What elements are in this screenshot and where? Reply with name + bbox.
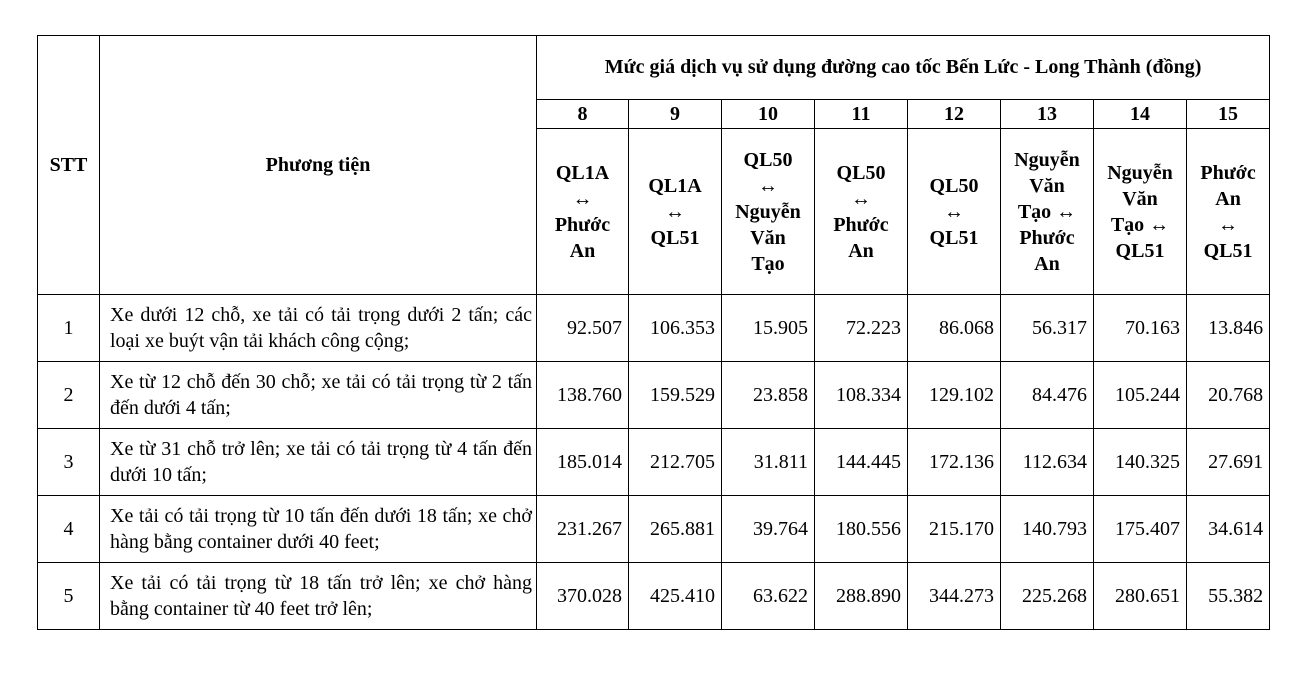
- route-line: ↔: [665, 200, 685, 223]
- row-stt: 2: [38, 362, 100, 429]
- price-cell: 159.529: [629, 362, 722, 429]
- price-cell: 23.858: [722, 362, 815, 429]
- column-number-13: 13: [1001, 100, 1094, 129]
- column-number-10: 10: [722, 100, 815, 129]
- price-cell: 144.445: [815, 429, 908, 496]
- route-line: Phước: [1200, 161, 1256, 184]
- route-line: An: [848, 239, 874, 262]
- price-cell: 231.267: [537, 496, 629, 563]
- route-header-14: [1094, 129, 1187, 295]
- route-line: Văn: [750, 226, 786, 249]
- column-number-9: 9: [629, 100, 722, 129]
- price-cell: 63.622: [722, 563, 815, 630]
- route-line: QL1A: [648, 174, 702, 197]
- route-line: Tạo ↔: [1110, 213, 1170, 236]
- price-cell: 20.768: [1187, 362, 1270, 429]
- route-line: QL51: [1203, 239, 1253, 262]
- price-cell: 105.244: [1094, 362, 1187, 429]
- price-cell: 344.273: [908, 563, 1001, 630]
- stt-header: STT: [38, 36, 100, 295]
- route-line: ↔: [758, 174, 778, 197]
- route-line: QL50: [836, 161, 886, 184]
- route-line: ↔: [1218, 213, 1239, 236]
- price-cell: 34.614: [1187, 496, 1270, 563]
- route-line: QL51: [929, 226, 979, 249]
- route-line: An: [1215, 187, 1241, 210]
- price-cell: 225.268: [1001, 563, 1094, 630]
- route-line: ↔: [944, 200, 964, 223]
- column-number-15: 15: [1187, 100, 1270, 129]
- table-row: [38, 563, 1270, 630]
- route-line: Văn: [1029, 174, 1065, 197]
- row-stt: 5: [38, 563, 100, 630]
- route-line: Văn: [1122, 187, 1158, 210]
- vehicle-header: Phương tiện: [100, 36, 537, 295]
- route-line: An: [1034, 252, 1060, 275]
- price-cell: 108.334: [815, 362, 908, 429]
- route-header-11: [815, 129, 908, 295]
- price-cell: 56.317: [1001, 295, 1094, 362]
- column-number-14: 14: [1094, 100, 1187, 129]
- route-line: Tạo ↔: [1017, 200, 1077, 223]
- route-line: An: [569, 239, 596, 262]
- price-cell: 280.651: [1094, 563, 1187, 630]
- price-cell: 172.136: [908, 429, 1001, 496]
- route-line: Nguyễn: [1107, 161, 1173, 184]
- row-stt: 4: [38, 496, 100, 563]
- row-vehicle: Xe tải có tải trọng từ 18 tấn trở lên; xe chở hàng bằng container từ 40 feet trở lên;: [100, 563, 537, 630]
- column-number-12: 12: [908, 100, 1001, 129]
- table-row: [38, 362, 1270, 429]
- price-cell: 215.170: [908, 496, 1001, 563]
- price-cell: 106.353: [629, 295, 722, 362]
- price-cell: 15.905: [722, 295, 815, 362]
- route-header-10: [722, 129, 815, 295]
- price-cell: 92.507: [537, 295, 629, 362]
- route-header-13: [1001, 129, 1094, 295]
- route-line: QL50: [743, 148, 793, 171]
- table-body: [38, 295, 1270, 630]
- price-cell: 370.028: [537, 563, 629, 630]
- route-line: Tạo: [751, 252, 785, 275]
- route-line: ↔: [851, 187, 871, 210]
- column-number-8: 8: [537, 100, 629, 129]
- route-header-8: [537, 129, 629, 295]
- price-cell: 180.556: [815, 496, 908, 563]
- price-cell: 140.325: [1094, 429, 1187, 496]
- price-cell: 185.014: [537, 429, 629, 496]
- price-cell: 265.881: [629, 496, 722, 563]
- row-vehicle: Xe tải có tải trọng từ 10 tấn đến dưới 18 tấn; xe chở hàng bằng container dưới 40 feet;: [100, 496, 537, 563]
- route-line: QL50: [929, 174, 979, 197]
- price-cell: 55.382: [1187, 563, 1270, 630]
- row-vehicle: Xe từ 31 chỗ trở lên; xe tải có tải trọng từ 4 tấn đến dưới 10 tấn;: [100, 429, 537, 496]
- price-cell: 140.793: [1001, 496, 1094, 563]
- table-row: [38, 496, 1270, 563]
- price-cell: 27.691: [1187, 429, 1270, 496]
- price-cell: 86.068: [908, 295, 1001, 362]
- row-vehicle: Xe từ 12 chỗ đến 30 chỗ; xe tải có tải trọng từ 2 tấn đến dưới 4 tấn;: [100, 362, 537, 429]
- row-vehicle: Xe dưới 12 chỗ, xe tải có tải trọng dưới 2 tấn; các loại xe buýt vận tải khách công cộng;: [100, 295, 537, 362]
- price-cell: 13.846: [1187, 295, 1270, 362]
- table-header: [38, 36, 1270, 295]
- column-number-11: 11: [815, 100, 908, 129]
- price-cell: 70.163: [1094, 295, 1187, 362]
- price-cell: 72.223: [815, 295, 908, 362]
- route-line: Phước: [554, 213, 611, 236]
- route-line: Nguyễn: [735, 200, 801, 223]
- route-line: Nguyễn: [1014, 148, 1080, 171]
- table-row: [38, 429, 1270, 496]
- row-stt: 1: [38, 295, 100, 362]
- price-cell: 39.764: [722, 496, 815, 563]
- route-header-12: [908, 129, 1001, 295]
- route-line: Phước: [833, 213, 889, 236]
- table-row: [38, 295, 1270, 362]
- route-line: QL1A: [555, 161, 610, 184]
- route-line: QL51: [650, 226, 700, 249]
- route-header-15: [1187, 129, 1270, 295]
- price-group-title: Mức giá dịch vụ sử dụng đường cao tốc Bến Lức - Long Thành (đồng): [537, 36, 1270, 100]
- price-cell: 31.811: [722, 429, 815, 496]
- price-cell: 425.410: [629, 563, 722, 630]
- toll-price-table: [37, 35, 1270, 630]
- route-line: QL51: [1115, 239, 1165, 262]
- route-line: ↔: [572, 187, 593, 210]
- price-cell: 84.476: [1001, 362, 1094, 429]
- price-cell: 138.760: [537, 362, 629, 429]
- price-cell: 212.705: [629, 429, 722, 496]
- route-header-9: [629, 129, 722, 295]
- row-stt: 3: [38, 429, 100, 496]
- price-cell: 112.634: [1001, 429, 1094, 496]
- route-line: Phước: [1019, 226, 1075, 249]
- price-cell: 288.890: [815, 563, 908, 630]
- price-cell: 129.102: [908, 362, 1001, 429]
- price-cell: 175.407: [1094, 496, 1187, 563]
